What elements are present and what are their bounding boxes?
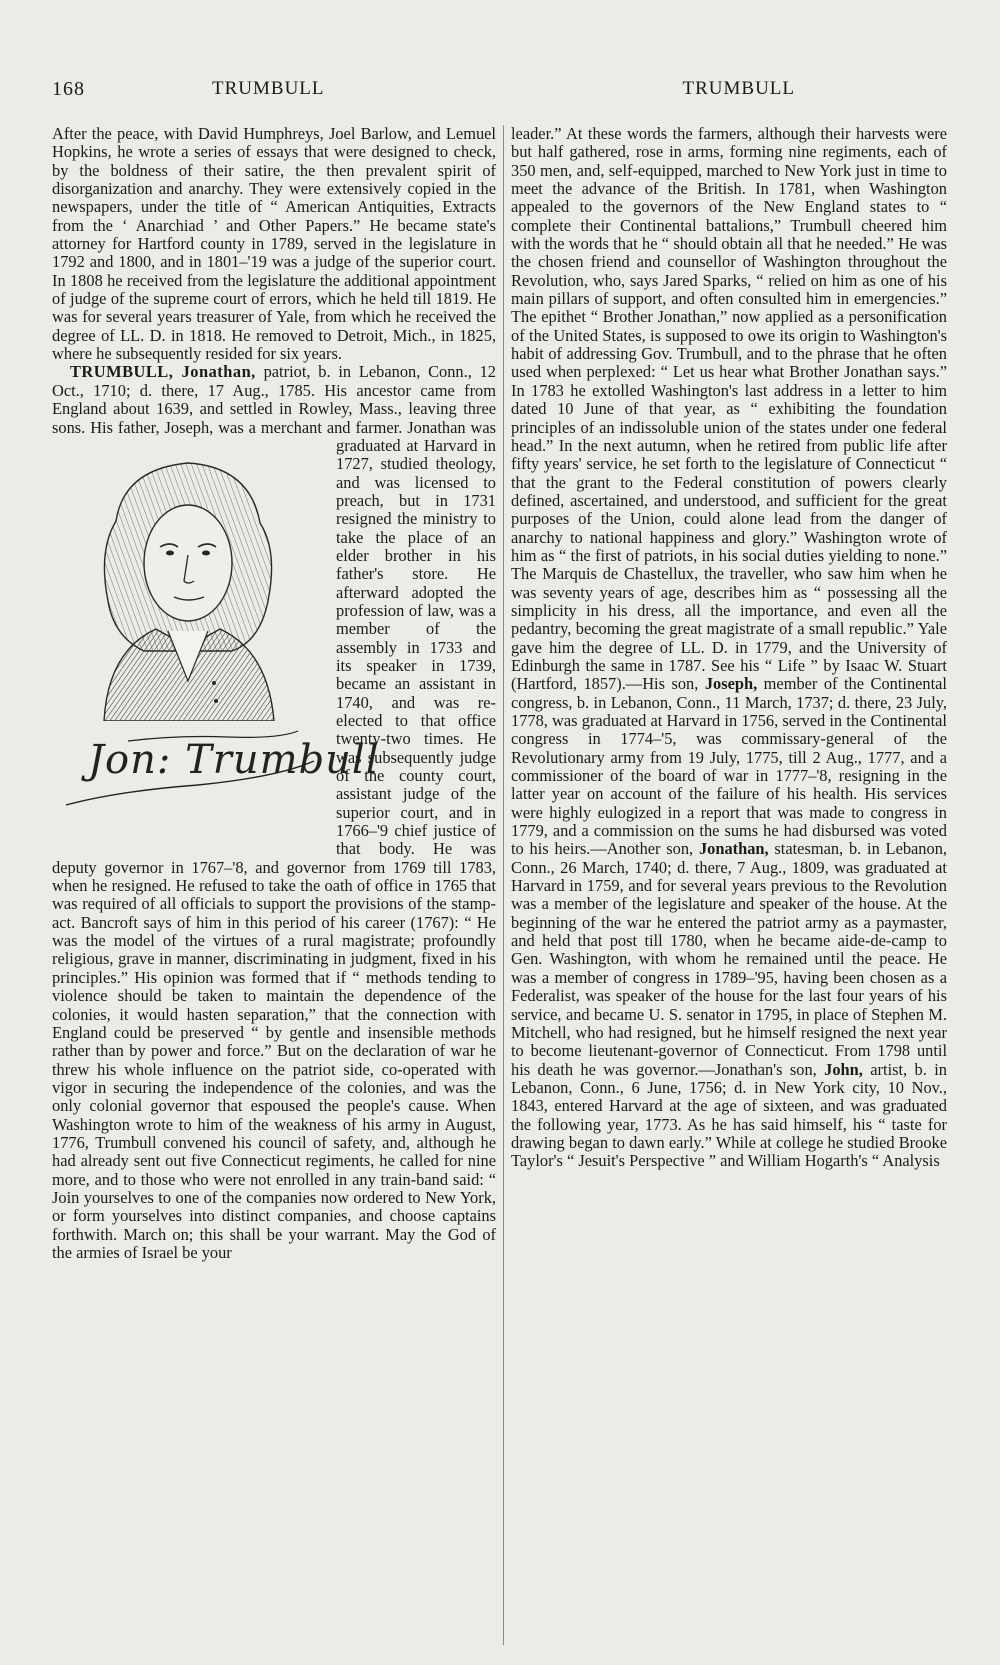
- running-head: [52, 78, 960, 104]
- left-column: [52, 125, 496, 1645]
- paragraph-john-trumbull-end: After the peace, with David Humphreys, Joel Barlow, and Lemuel Hopkins, he wrote a series of essays that were designed to check, by the boldness of their satire, the then prevalent spirit of disorganization and anarchy. They were extensively copied in the newspapers, under the title of “ American Antiquities, Extracts from the ‘ Anarchiad ’ and Other Papers.” He became state's attorney for Hartford county in 1789, served in the legislature in 1792 and 1800, and in 1801–'19 was a judge of the superior court. In 1808 he received from the legislature the additional appointment of judge of the supreme court of errors, which he held till 1819. He was for several years treasurer of Yale, from which he received the degree of LL. D. in 1818. He removed to Detroit, Mich., in 1825, where he subsequently resided for six years.: [52, 125, 496, 364]
- text-segment-3: statesman, b. in Lebanon, Conn., 26 March, 1740; d. there, 7 Aug., 1809, was graduated at Harvard in 1759, and for several years previous to the Revolution was a member of the legislature and speaker of the house. At the beginning of the war he entered the patriot army as a paymaster, and held that post till 1780, when he became aide-de-camp to Gen. Washington, with whom he remained until the peace. He was a member of congress in 1789–'95, having been chosen as a Federalist, was speaker of the house for the last four years of his service, and became U. S. senator in 1795, in place of Stephen M. Mitchell, who had resigned, but he himself resigned the next year to become lieutenant-governor of Connecticut. From 1798 until his death he was governor.—Jonathan's son,: [511, 839, 947, 1079]
- entry-jonathan-trumbull: [52, 363, 496, 1262]
- signature-text: Jon: Trumbull: [88, 736, 380, 783]
- text-segment-2: member of the Continental congress, b. in Lebanon, Conn., 11 March, 1737; d. there, 23 July, 1778, was graduated at Harvard in 1756, served in the Continental congress in 1774–'5, was commissary-general of the Revolutionary army from 19 July, 1775, till 2 Aug., 1777, and a commissioner of the board of war in 1777–'8, resigning in the latter year on account of the failure of his health. His services were highly eulogized in a report that was made to congress in 1779, and a commission on the sums he had disbursed was voted to his heirs.—Another son,: [511, 674, 947, 859]
- signature: [58, 727, 380, 817]
- name-joseph: Joseph,: [704, 674, 758, 694]
- right-running-title: TRUMBULL: [682, 78, 795, 99]
- right-column: [511, 125, 947, 1645]
- column-divider: [503, 125, 504, 1645]
- entry-opening-text: patriot, b. in Lebanon, Conn., 12 Oct., 1710; d. there, 17 Aug., 1785. His ancestor came from England about 1639, and settled in Rowley, Mass., leaving three sons. His father, Joseph, was a merchant and farmer.: [52, 362, 496, 437]
- name-john: John,: [824, 1059, 863, 1079]
- name-jonathan: Jonathan,: [698, 839, 769, 859]
- entry-heading: TRUMBULL, Jonathan,: [70, 362, 256, 382]
- left-running-title: TRUMBULL: [212, 78, 325, 99]
- entry-body-text: Jonathan was graduated at Harvard in 1727, studied theology, and was licensed to preach, but in 1731 resigned the ministry to take the place of an elder brother in his father's store. He afterward adopted the profession of law, was a member of the assembly in 1733 and its speaker in 1739, became an assistant in 1740, and was re-elected to that office twenty-two times. He was subsequently judge of the county court, assistant judge of the superior court, and in 1766–'9 chief justice of that body. He was deputy governor in 1767–'8, and governor from 1769 till 1783, when he resigned. He refused to take the oath of office in 1765 that was required of all officials to support the provisions of the stamp-act. Bancroft says of him in this period of his career (1767): “ He was the model of the virtues of a rural magistrate; profoundly religious, grave in manner, discriminating in judgment, fixed in his principles.” His opinion was formed that if “ methods tending to violence should be taken to maintain the dependence of the colonies, it would hasten separation,” that the connection with England could be preserved “ by gentle and insensible methods rather than by power and force.” But on the declaration of war he threw his whole influence on the patriot side, co-operated with vigor in securing the independence of the colonies, and was the only colonial governor that espoused the people's cause. When Washington wrote to him of the weakness of his army in August, 1776, Trumbull convened his council of safety, and, although he had already sent out five Connecticut regiments, he called for nine more, and to those who were not enrolled in any train-band said: “ Join yourselves to one of the companies now ordered to New York, or form yourselves into distinct companies, and choose captains forthwith. March on; this shall be your warrant. May the God of the armies of Israel be your: [52, 417, 496, 1262]
- right-column-text: [511, 125, 947, 1171]
- portrait-figure: [52, 439, 380, 839]
- text-segment-1: leader.” At these words the farmers, although their harvests were but half gathered, rose in arms, forming nine regiments, each of 350 men, and, self-equipped, marched to New York just in time to meet the advance of the British. In 1781, when Washington appealed to the governors of the New England states to “ complete their Continental battalions,” Trumbull cheered him with the words that he “ should obtain all that he needed.” He was the chosen friend and counsellor of Washington throughout the Revolution, who, says Jared Sparks, “ relied on him as one of his main pillars of support, and often consulted him in emergencies.” The epithet “ Brother Jonathan,” now applied as a personification of the United States, is supposed to owe its origin to Washington's habit of addressing Gov. Trumbull, and to the phrase that he often used when perplexed: “ Let us hear what Brother Jonathan says.” In 1783 he extolled Washington's last address in a letter to him dated 10 June of that year, as “ exhibiting the foundation principles of an indissoluble union of the states under one federal head.” In the next autumn, when he retired from public life after fifty years' service, he set forth to the legislature of Connecticut “ that the grant to the Federal constitution of powers clearly defined, ascertained, and understood, and sufficient for the great purposes of the Union, could alone lead from the danger of anarchy to national happiness and glory.” Washington wrote of him as “ the first of patriots, in his social duties yielding to none.” The Marquis de Chastellux, the traveller, who saw him when he was seventy years of age, describes him as “ possessing all the simplicity in his dress, all the importance, and even all the pedantry, becoming the great magistrate of a small republic.” Yale gave him the degree of LL. D. in 1779, and the University of Edinburgh the same in 1787. See his “ Life ” by Isaac W. Stuart (Hartford, 1857).—His son,: [511, 125, 947, 694]
- page-number: 168: [52, 78, 85, 100]
- text-segment-4: artist, b. in Lebanon, Conn., 6 June, 1756; d. in New York city, 10 Nov., 1843, entered Harvard at the age of sixteen, and was graduated the following year, 1773. As he has said himself, his “ taste for drawing began to dawn early.” While at college he studied Brooke Taylor's “ Jesuit's Perspective ” and William Hogarth's “ Analysis: [511, 1059, 947, 1171]
- portrait-engraving: [64, 451, 310, 721]
